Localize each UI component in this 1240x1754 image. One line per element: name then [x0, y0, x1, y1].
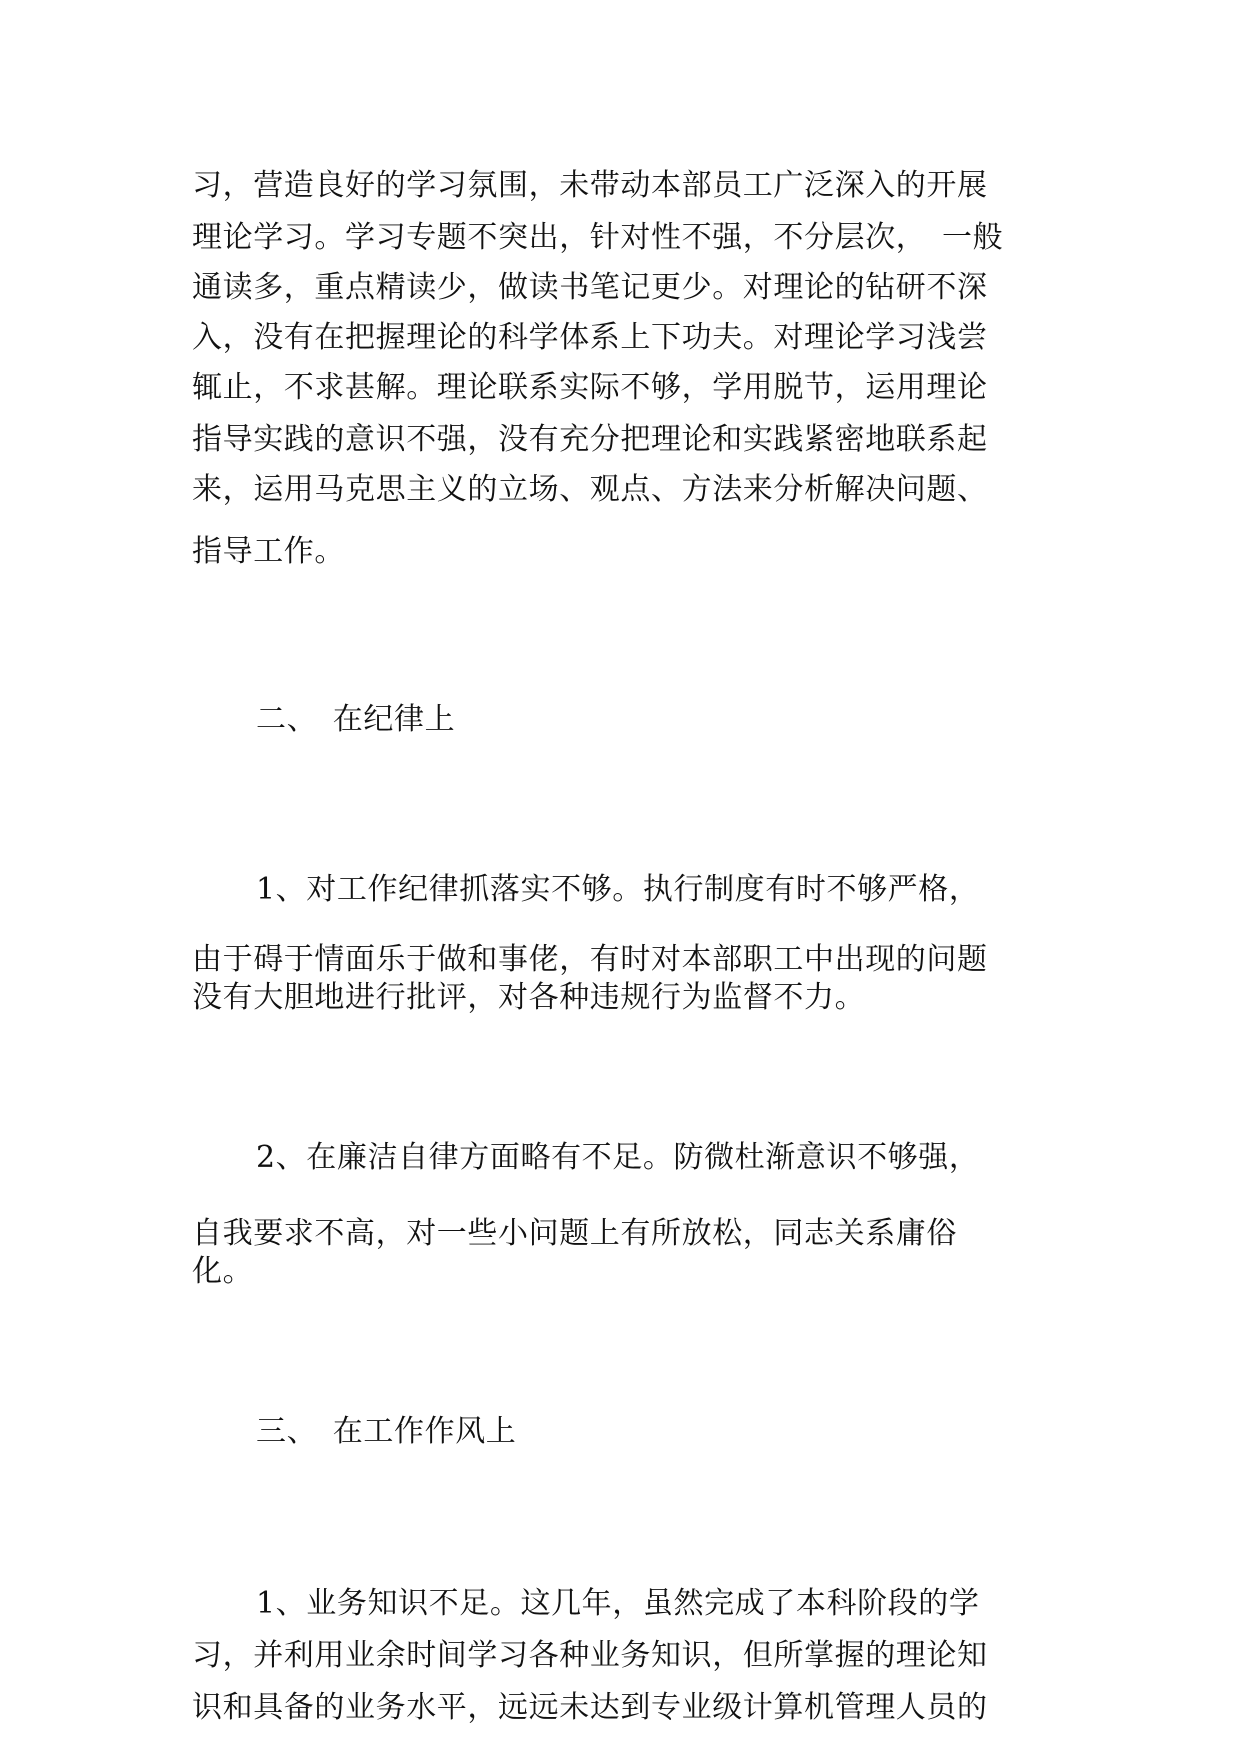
- para1-line: 指导实践的意识不强，没有充分把理论和实践紧密地联系起: [192, 422, 988, 457]
- section-heading: 二、 在纪律上: [256, 702, 456, 737]
- para1-line: 来，运用马克思主义的立场、观点、方法来分析解决问题、: [192, 472, 988, 507]
- item1-line: 1、对工作纪律抓落实不够。执行制度有时不够严格，: [256, 872, 980, 907]
- section-heading: 三、 在工作作风上: [256, 1414, 517, 1449]
- para1-line: 习，营造良好的学习氛围，未带动本部员工广泛深入的开展: [192, 168, 988, 203]
- item1-line: 没有大胆地进行批评，对各种违规行为监督不力。: [192, 980, 866, 1015]
- item3-line: 识和具备的业务水平，远远未达到专业级计算机管理人员的: [192, 1690, 988, 1725]
- item2-line: 化。: [192, 1254, 254, 1289]
- para1-line: 辄止，不求甚解。理论联系实际不够，学用脱节，运用理论: [192, 370, 988, 405]
- para1-line: 入，没有在把握理论的科学体系上下功夫。对理论学习浅尝: [192, 320, 988, 355]
- para1-line: 理论学习。学习专题不突出，针对性不强，不分层次， 一般: [192, 220, 1004, 255]
- item3-line: 1、业务知识不足。这几年，虽然完成了本科阶段的学: [256, 1586, 980, 1621]
- item2-line: 自我要求不高，对一些小问题上有所放松，同志关系庸俗: [192, 1216, 957, 1251]
- item1-line: 由于碍于情面乐于做和事佬，有时对本部职工中出现的问题: [192, 942, 988, 977]
- para1-line: 通读多，重点精读少，做读书笔记更少。对理论的钻研不深: [192, 270, 988, 305]
- item2-line: 2、在廉洁自律方面略有不足。防微杜渐意识不够强，: [256, 1140, 980, 1175]
- item3-line: 习，并利用业余时间学习各种业务知识，但所掌握的理论知: [192, 1638, 988, 1673]
- para1-line: 指导工作。: [192, 534, 345, 569]
